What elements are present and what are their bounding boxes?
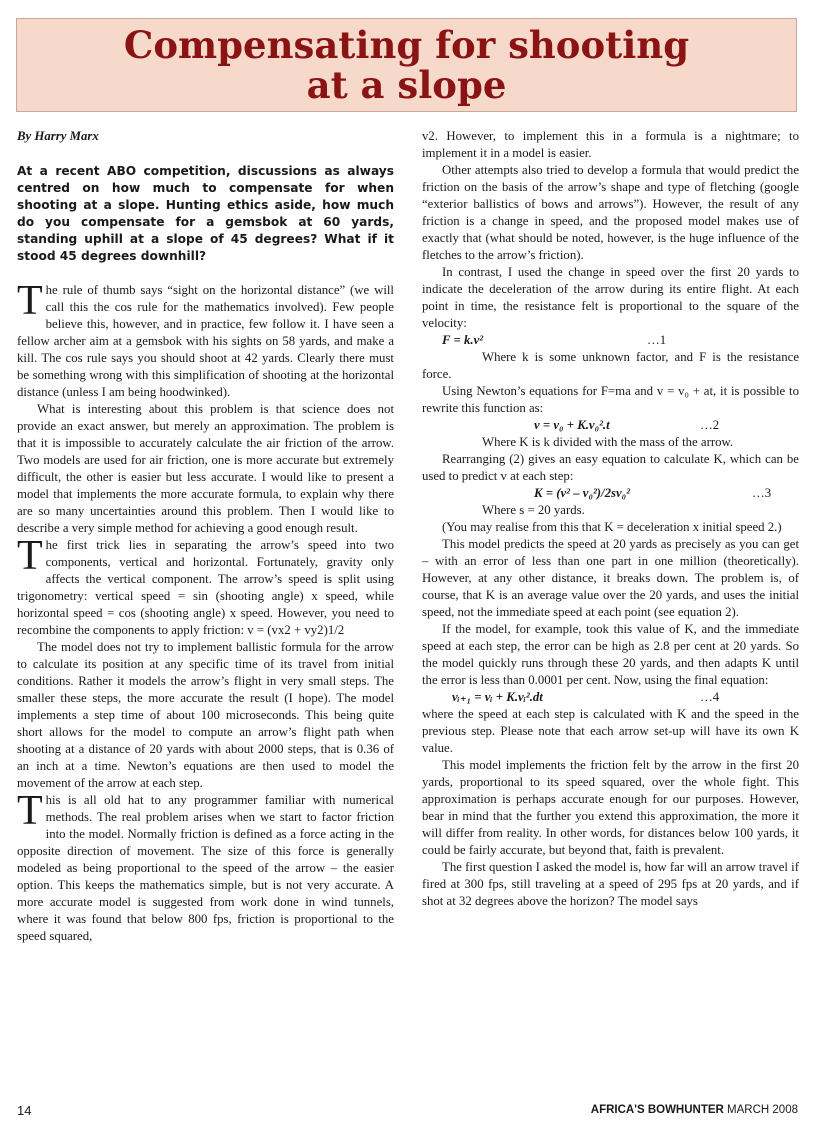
paragraph-text: his is all old hat to any programmer familiar with numerical methods. The real problem arises when we start to factor friction into the model. Normally friction is defined as a force acting in the opposite direction of movement. The size of this force is generally modeled as being proportional to the speed of the arrow – the easier option. This keeps the mathematics simple, but is not very accurate. A more accurate model is suggested from work done in wind tunnels, where it was found that below 800 fps, friction is proportional to the speed squared, (17, 793, 394, 943)
title-line-2: at a slope (306, 63, 507, 107)
drop-cap: T (17, 788, 43, 834)
equation-number: …1 (647, 333, 667, 347)
equation-2 (422, 417, 799, 434)
paragraph: Where s = 20 yards. (482, 503, 585, 517)
drop-cap: T (17, 533, 43, 579)
paragraph: Where K is k divided with the mass of the arrow. (482, 435, 734, 449)
equation-number: …3 (752, 486, 772, 500)
paragraph: This model predicts the speed at 20 yards as precisely as you can get – with an error of less than one part in one million (theoretically). However, at any other distance, it breaks down. The problem is, of course, that K is an average value over the 20 yards, and uses the initial speed, not the immediate speed at each point (see equation 2). (422, 537, 799, 619)
right-column (422, 128, 799, 910)
equation-text: F = k.v² (442, 333, 484, 347)
paragraph: Where k is some unknown factor, and F is the resistance force. (422, 350, 799, 381)
equation-1 (422, 332, 799, 349)
title-line-1: Compensating for shooting (123, 23, 690, 67)
title-banner (16, 18, 797, 112)
byline: By Harry Marx (17, 129, 99, 143)
paragraph-text: he rule of thumb says “sight on the horizontal distance” (we will call this the cos rule for the mathematics involved). Few people believe this, however, and in practice, few follow it. I have seen a fellow archer aim at a gemsbok with his sights on 58 yards, and make a kill. The cos rule says you should shoot at 42 yards. Clearly there must be something wrong with this simplification of shooting at the horizontal distance (unless I am being hoodwinked). (17, 283, 394, 399)
paragraph: This model implements the friction felt by the arrow in the first 20 yards, proportional to its speed squared, over the whole fight. This approximation is perhaps accurate enough for our purposes. However, bear in mind that the further you extend this approximation, the more it will differ from reality. In other words, for distances below 100 yards, it could be fairly accurate, but beyond that, faith is prevalent. (422, 758, 799, 857)
paragraph: The first question I asked the model is, how far will an arrow travel if fired at 300 fps, still traveling at a speed of 295 fps at 20 yards, and if shot at 32 degrees above the horizon? The model says (422, 860, 799, 908)
paragraph: Using Newton’s equations for F=ma and v = v₀ + at, it is possible to rewrite this function as: (422, 384, 799, 415)
paragraph: What is interesting about this problem is that science does not provide an exact answer, but merely an approximation. The problem is that it is impossible to accurately calculate the air friction of the arrow. Two models are used for air friction, one is more accurate but extremely difficult, the other is easier but less accurate. I would like to present a model that implements the more accurate formula, to explain why there are so many uncertainties around this problem. Then I would like to describe a very simple method for achieving a good enough result. (17, 402, 394, 535)
equation-number: …4 (700, 690, 720, 704)
paragraph: Rearranging (2) gives an easy equation to calculate K, which can be used to predict v at each step: (422, 452, 799, 483)
paragraph: (You may realise from this that K = deceleration x initial speed 2.) (442, 520, 782, 534)
paragraph: In contrast, I used the change in speed over the first 20 yards to indicate the deceleration of the arrow during its entire flight. At each point in time, the resistance felt is proportional to the square of the velocity: (422, 265, 799, 330)
paragraph (17, 788, 394, 945)
paragraph-text: he first trick lies in separating the arrow’s speed into two components, vertical and horizontal. Fortunately, gravity only affects the vertical component. The arrow’s speed is split using trigonometry: vertical speed = sin (shooting angle) x speed, while horizontal speed = cos (shooting angle) x speed. However, you need to recombine the components to apply friction: v = (vx2 + vy2)1/2 (17, 538, 394, 637)
equation-number: …2 (700, 418, 720, 432)
equation-text: vᵢ₊₁ = vᵢ + K.vᵢ².dt (452, 690, 543, 704)
paragraph (17, 533, 394, 639)
running-footer (591, 1104, 798, 1116)
equation-text: v = v₀ + K.v₀².t (534, 418, 610, 432)
page-number: 14 (17, 1103, 32, 1118)
left-column (17, 128, 394, 945)
paragraph: Other attempts also tried to develop a formula that would predict the friction on the basis of the arrow’s shape and type of fletching (google “exterior ballistics of bows and arrows”). However, the result of any friction is a change in speed, and the proposed model makes use of exactly that (what should be noted, however, is the huge influence of the fletches to the arrow’s friction). (422, 163, 799, 262)
equation-4 (422, 689, 799, 706)
paragraph (17, 278, 394, 401)
paragraph: If the model, for example, took this value of K, and the immediate speed at each step, the error can be high as 2.8 per cent at 20 yards. So the model quickly runs through these 20 yards, and then adapts K until the error is less than 0.0001 per cent. Now, using the final equation: (422, 622, 799, 687)
equation-text: K = (v² – v₀²)/2sv₀² (534, 486, 630, 500)
drop-cap: T (17, 278, 43, 324)
article-title (17, 19, 796, 105)
magazine-name: AFRICA'S BOWHUNTER (590, 1104, 724, 1116)
paragraph: The model does not try to implement ballistic formula for the arrow to calculate its position at any specific time of its travel from initial conditions. Rather it models the arrow’s flight in very small steps. The smaller these steps, the more accurate the result (I hope). The model implements a step time of about 100 microseconds. This being quite short allows for the model to compute an arrow’s flight path when shooting at a distance of 20 yards with about 2000 steps, that is 0.36 of an inch at a time. Newton’s equations are then used to model the movement of the arrow at each step. (17, 640, 394, 790)
issue-date: MARCH 2008 (727, 1104, 798, 1116)
equation-3 (422, 485, 799, 502)
paragraph: v2. However, to implement this in a formula is a nightmare; to implement it in a model is easier. (422, 129, 799, 160)
paragraph: where the speed at each step is calculated with K and the speed in the previous step. Please note that each arrow set-up will have its own K value. (422, 707, 799, 755)
intro-paragraph: At a recent ABO competition, discussions as always centred on how much to compensate for when shooting at a slope. Hunting ethics aside, how much do you compensate for a gemsbok at 60 yards, standing uphill at a slope of 45 degrees? What if it stood 45 degrees downhill? (17, 164, 394, 263)
